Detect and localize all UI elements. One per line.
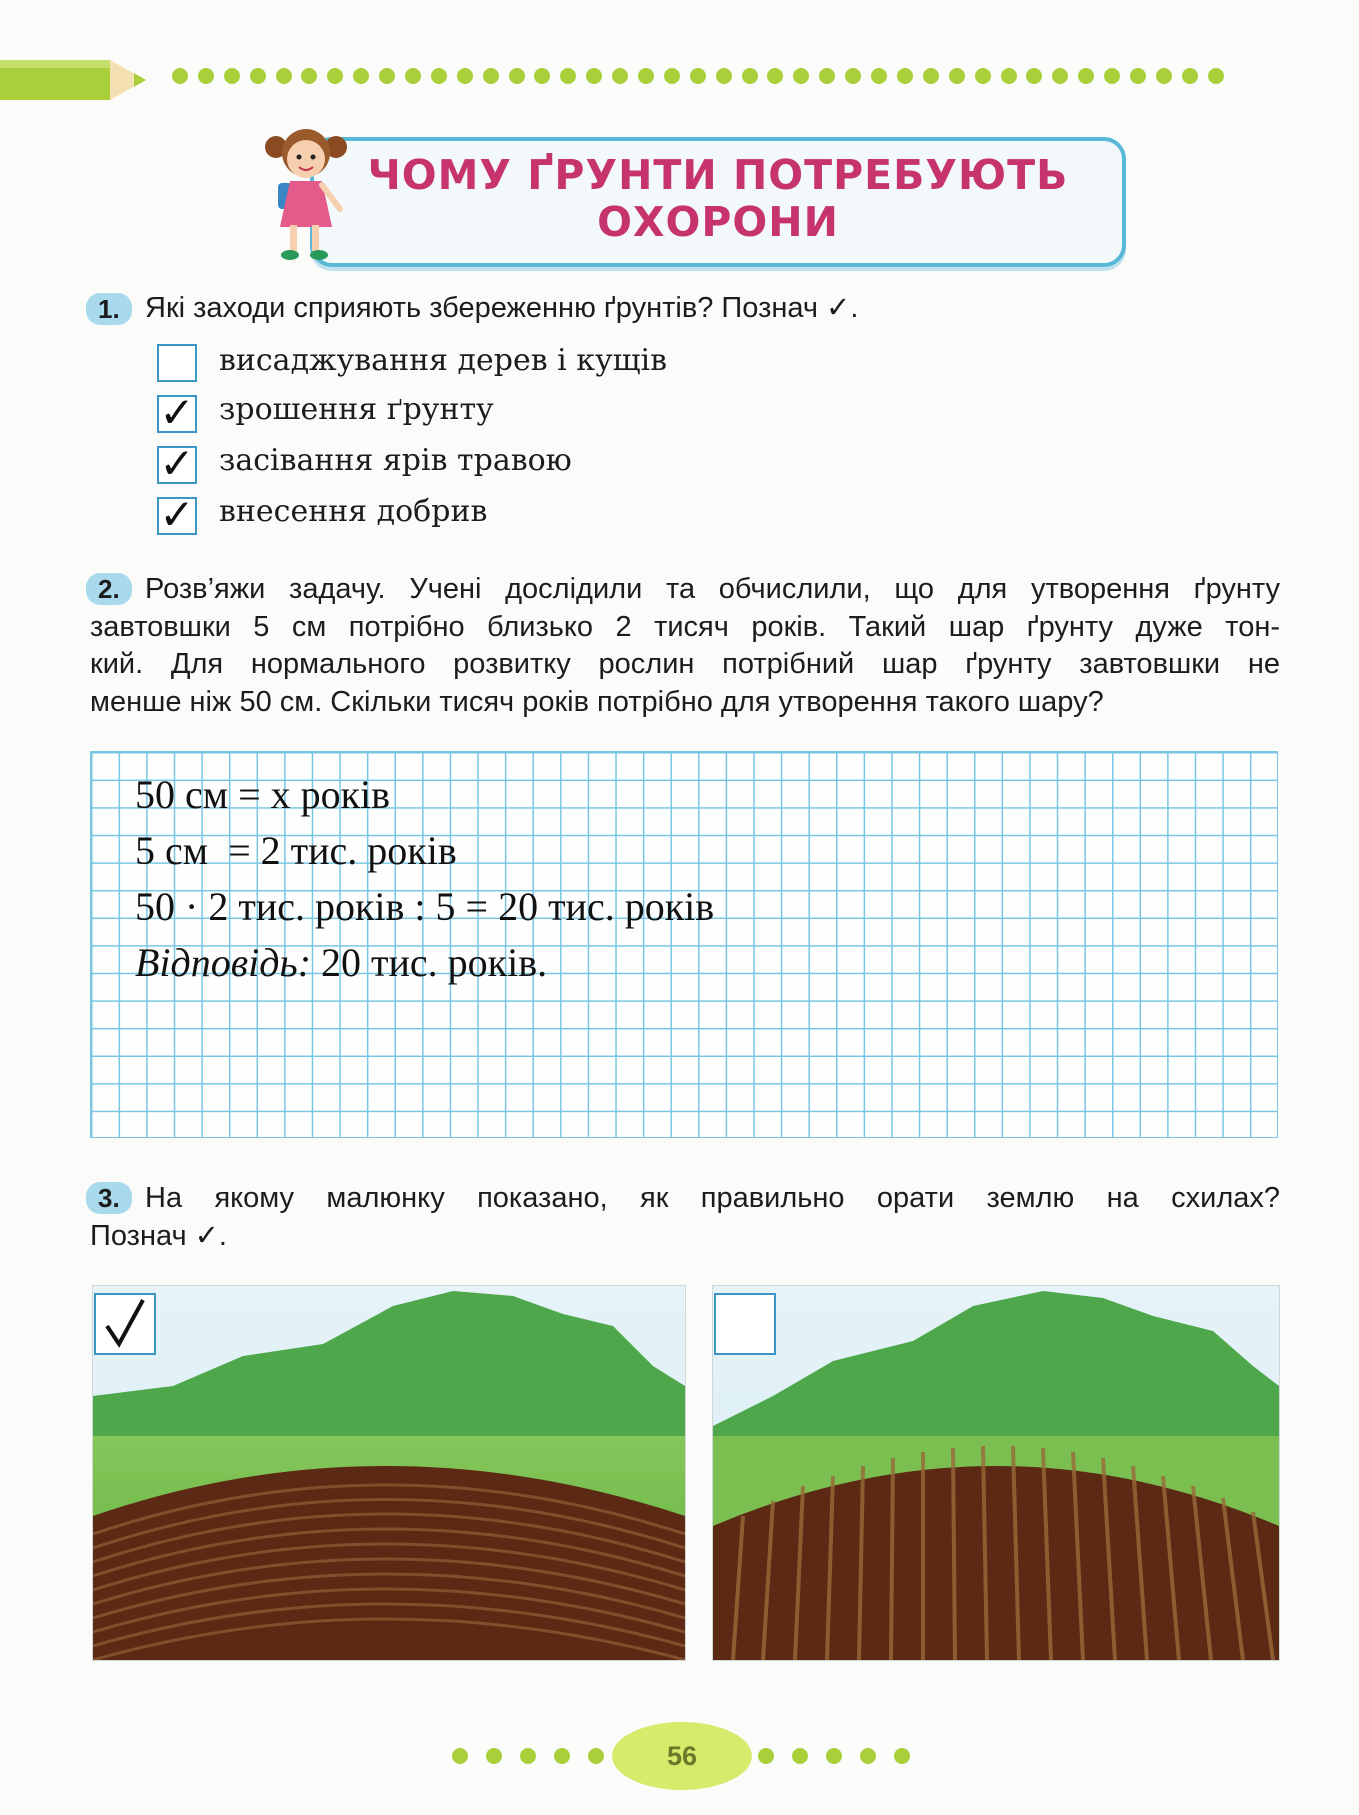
question-2-line: Розв’яжи задачу. Учені дослідили та обчислили, що для утворення ґрунту (145, 573, 1280, 605)
picture-1-checkbox[interactable] (95, 1294, 155, 1354)
question-2-text (90, 571, 1280, 721)
girl-illustration (262, 115, 352, 265)
question-1-number: 1. (86, 293, 132, 325)
landscape-picture-horizontal-furrows[interactable] (92, 1285, 686, 1661)
question-3-line: На якому малюнку показано, як правильно орати землю на схилах? (145, 1182, 1280, 1214)
option-row (157, 388, 857, 437)
title-line-1: ЧОМУ ҐРУНТИ ПОТРЕБУЮТЬ (367, 151, 1069, 199)
check-mark-icon: ✓ (159, 439, 195, 488)
option-row (157, 344, 857, 384)
question-2-line: кий. Для нормального розвитку рослин потрібний шар ґрунту завтовшки не (90, 648, 1280, 680)
question-2-line: завтовшки 5 см потрібно близько 2 тисяч років. Такий шар ґрунту дуже тон- (90, 610, 1280, 643)
solution-answer (135, 939, 547, 986)
check-mark-icon: ✓ (159, 490, 195, 539)
picture-2-checkbox[interactable] (715, 1294, 775, 1354)
answer-value: 20 тис. років. (311, 940, 548, 985)
solution-line-3: 50 · 2 тис. років : 5 = 20 тис. років (135, 884, 715, 929)
check-mark-icon: ✓ (159, 388, 195, 437)
option-label: внесення добрив (219, 494, 488, 529)
footer-dots-right (758, 1748, 910, 1764)
option-row (157, 439, 857, 488)
solution-line-1: 50 см = х років (135, 772, 391, 817)
title-line-2: ОХОРОНИ (597, 198, 839, 246)
question-3-text (90, 1180, 1280, 1255)
option-label: висаджування дерев і кущів (219, 343, 668, 378)
question-3-number: 3. (86, 1182, 132, 1214)
page-number: 56 (612, 1722, 752, 1790)
top-dots-divider (172, 68, 1224, 84)
pencil-icon (0, 58, 150, 102)
option-label: засівання ярів травою (219, 443, 572, 478)
footer-dots-left (452, 1748, 604, 1764)
solution-line-2: 5 см = 2 тис. років (135, 828, 457, 873)
question-1-text: Які заходи сприяють збереженню ґрунтів? Познач ✓. (145, 292, 859, 324)
question-2-number: 2. (86, 573, 132, 605)
landscape-picture-vertical-furrows[interactable] (712, 1285, 1280, 1661)
option-checkbox[interactable] (157, 344, 197, 382)
question-2-line: менше ніж 50 см. Скільки тисяч років потрібно для утворення такого шару? (90, 685, 1104, 718)
question-3-line: Познач ✓. (90, 1219, 227, 1252)
option-row (157, 490, 857, 539)
page-title (318, 152, 1118, 246)
option-label: зрошення ґрунту (219, 392, 494, 427)
answer-label: Відповідь: (135, 940, 312, 985)
